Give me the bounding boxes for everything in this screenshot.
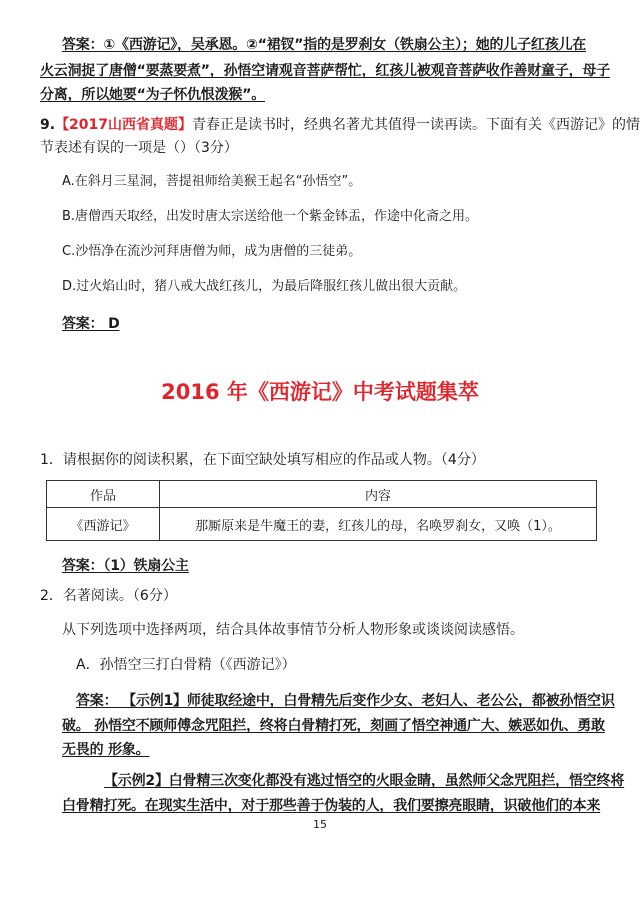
section-title: 2016 年《西游记》中考试题集萃 (161, 380, 479, 404)
question-1-table (46, 480, 597, 541)
question-9-number: 9. (40, 117, 56, 133)
top-answer-line-3: 分离，所以她要“为子怀仇恨泼猴”。 (40, 87, 266, 103)
question-9-option-c: C.沙悟净在流沙河拜唐僧为师，成为唐僧的三徒弟。 (62, 244, 362, 259)
question-9-option-b: B.唐僧西天取经，出发时唐太宗送给他一个紫金钵盂，作途中化斋之用。 (62, 209, 479, 224)
table-header-work: 作品 (47, 481, 160, 508)
example-1-line-1: 答案： 【示例1】师徒取经途中，白骨精先后变作少女、老妇人、老公公，都被孙悟空识 (76, 693, 615, 709)
question-1-stem: 1．请根据你的阅读积累，在下面空缺处填写相应的作品或人物。（4分） (40, 452, 485, 468)
top-answer-line-2: 火云洞捉了唐僧“要蒸要煮”，孙悟空请观音菩萨帮忙，红孩儿被观音菩萨收作善财童子，母子 (40, 63, 610, 79)
question-2-instruction: 从下列选项中选择两项，结合具体故事情节分析人物形象或谈谈阅读感悟。 (62, 622, 524, 638)
example-2-line-2: 白骨精打死。在现实生活中，对于那些善于伪装的人，我们要擦亮眼睛，识破他们的本来 (62, 798, 601, 814)
question-9-answer: 答案： D (62, 316, 120, 332)
question-1-answer: 答案：（1）铁扇公主 (62, 558, 189, 574)
question-9-source: 【2017山西省真题】 (55, 117, 193, 133)
question-9-option-d: D.过火焰山时，猪八戒大战红孩儿，为最后降服红孩儿做出很大贡献。 (62, 279, 467, 294)
question-2-option-a: A．孙悟空三打白骨精（《西游记》） (76, 657, 296, 673)
question-9-stem-2: 节表述有误的一项是（）（3分） (40, 140, 238, 156)
top-answer-line-1: 答案：①《西游记》，吴承恩。②“裙钗”指的是罗刹女（铁扇公主）；她的儿子红孩儿在 (62, 37, 587, 53)
table-header-row (47, 481, 597, 508)
example-1-line-3: 无畏的 形象。 (62, 742, 150, 758)
example-1-line-2: 破。 孙悟空不顾师傅念咒阻拦，终将白骨精打死，刻画了悟空神通广大、嫉恶如仇、勇敢 (62, 718, 605, 734)
question-9-line-1 (40, 115, 640, 135)
question-9-stem-1: 青春正是读书时，经典名著尤其值得一读再读。下面有关《西游记》的情 (192, 117, 640, 133)
example-2-line-1: 【示例2】白骨精三次变化都没有逃过悟空的火眼金睛，虽然师父念咒阻拦，悟空终将 (104, 773, 625, 789)
table-cell-work: 《西游记》 (47, 508, 160, 541)
question-9-option-a: A.在斜月三星洞，菩提祖师给美猴王起名“孙悟空”。 (62, 174, 362, 189)
question-2-stem: 2．名著阅读。（6分） (40, 588, 177, 604)
table-row (47, 508, 597, 541)
table-cell-content: 那厮原来是牛魔王的妻，红孩儿的母，名唤罗刹女，又唤（1）。 (160, 508, 597, 541)
page-number: 15 (313, 818, 327, 831)
table-header-content: 内容 (160, 481, 597, 508)
